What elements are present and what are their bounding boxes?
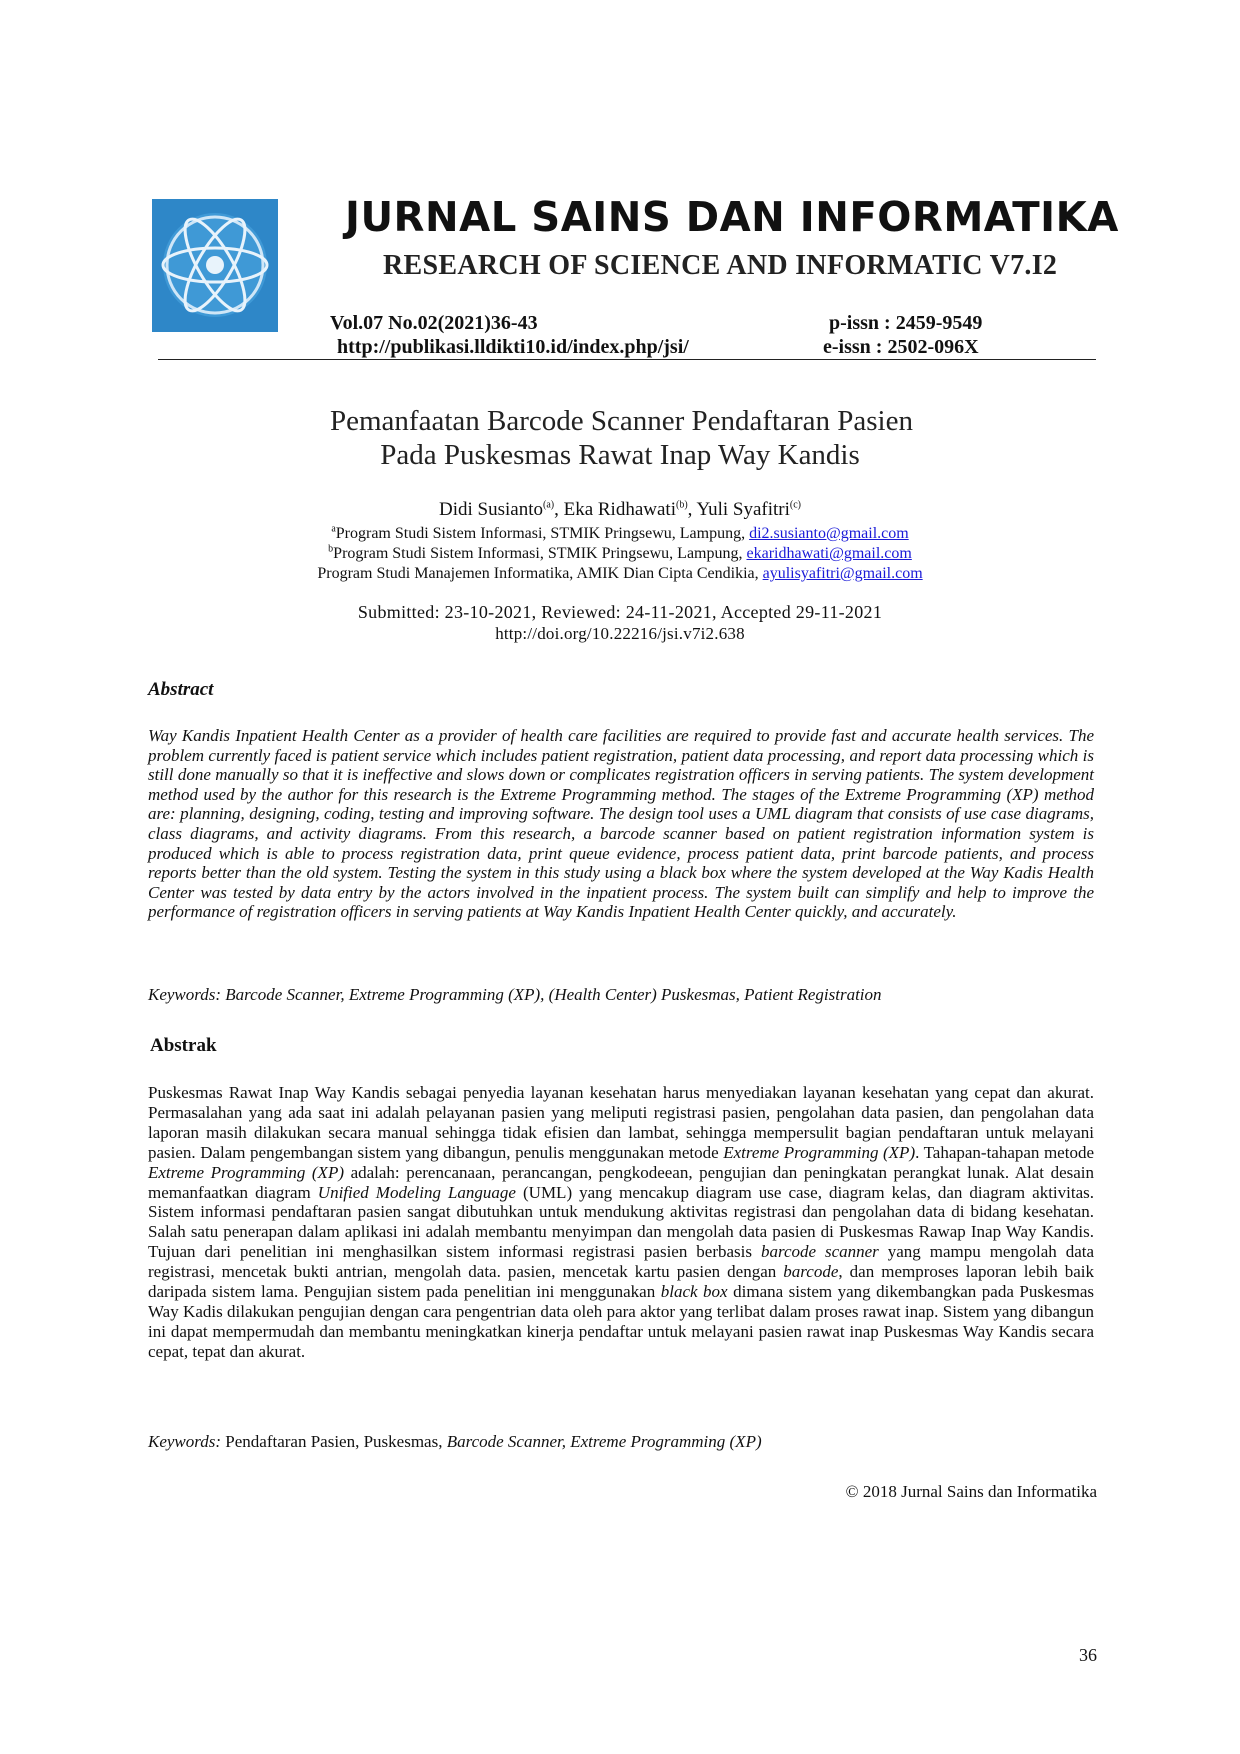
author-marker: (b) (675, 499, 688, 511)
email-link[interactable]: di2.susianto@gmail.com (749, 525, 909, 542)
keywords-indonesian (148, 1432, 762, 1452)
paper-title-line-1: Pemanfaatan Barcode Scanner Pendaftaran Pasien (330, 405, 913, 437)
atom-logo-icon (152, 199, 278, 332)
keywords-label: Keywords: (148, 1432, 222, 1451)
paper-title-line-2: Pada Puskesmas Rawat Inap Way Kandis (380, 439, 860, 471)
abstrak-emphasis: barcode (783, 1262, 839, 1282)
author-marker: (c) (789, 499, 801, 511)
affiliation (0, 565, 1240, 583)
abstrak-emphasis: black box (660, 1282, 728, 1302)
abstrak-text: dimana sistem yang dikembangkan pada Puskesmas Way Kadis dilakukan pengujian dengan cara pengentrian data oleh para aktor yang terlibat dalam proses rawat inap. Sistem yang dibangun ini dapat mempermudah dan membantu meningkatkan kinerja pendaftar untuk melayani pasien rawat inap Puskesmas Way Kandis secara cepat, tepat dan akurat. (148, 1282, 1094, 1361)
abstrak-emphasis: Extreme Programming (XP) (148, 1162, 344, 1182)
p-issn: p-issn : 2459-9549 (829, 312, 983, 334)
abstrak-emphasis: barcode scanner (760, 1242, 879, 1262)
journal-subtitle: RESEARCH OF SCIENCE AND INFORMATIC V7.I2 (383, 250, 1058, 281)
abstrak-heading: Abstrak (150, 1035, 217, 1056)
email-link[interactable]: ekaridhawati@gmail.com (746, 545, 912, 562)
affiliation-text: Program Studi Sistem Informasi, STMIK Pringsewu, Lampung, (333, 545, 747, 562)
keywords-english: Keywords: Barcode Scanner, Extreme Programming (XP), (Health Center) Puskesmas, Patient Registration (148, 985, 882, 1004)
author-name: , Yuli Syafitri (687, 499, 790, 520)
abstrak-text: , dan memproses laporan lebih baik daripada sistem lama. Pengujian sistem pada penelitian ini menggunakan (148, 1262, 1094, 1302)
abstrak-text: . Tahapan-tahapan metode (915, 1142, 1095, 1162)
journal-logo (152, 199, 278, 332)
keywords-text: Pendaftaran Pasien, Puskesmas, (221, 1432, 447, 1451)
volume-info: Vol.07 No.02(2021)36-43 (330, 312, 538, 334)
abstrak-emphasis: Unified Modeling Language (317, 1182, 516, 1202)
abstract-heading: Abstract (148, 679, 214, 700)
journal-title: JURNAL SAINS DAN INFORMATIKA (345, 193, 1119, 241)
keywords-emphasis: Barcode Scanner, Extreme Programming (XP) (446, 1432, 762, 1451)
abstrak-text: Puskesmas Rawat Inap Way Kandis sebagai penyedia layanan kesehatan harus menyediakan layanan kesehatan yang cepat dan akurat. Permasalahan yang ada saat ini adalah pelayanan pasien yang meliputi registrasi pasien, pengolahan data pasien, dan pengolahan data laporan masih dilakukan secara manual sehingga tidak efisien dan lambat, sehingga mempersulit bagian pendaftaran untuk melayani pasien. Dalam pengembangan sistem yang dibangun, penulis menggunakan metode (148, 1083, 1094, 1162)
abstrak-text: (UML) yang mencakup diagram use case, diagram kelas, dan diagram aktivitas. Sistem informasi pendaftaran pasien sangat dibutuhkan untuk mendukung aktivitas registrasi dan pengolahan data di bidang kesehatan. Salah satu penerapan dalam aplikasi ini adalah membantu menyimpan dan mengolah data pasien di Puskesmas Rawap Inap Way Kandis. Tujuan dari penelitian ini menghasilkan sistem informasi registrasi pasien berbasis (148, 1182, 1094, 1262)
affiliation-text: Program Studi Sistem Informasi, STMIK Pringsewu, Lampung, (335, 525, 750, 542)
e-issn: e-issn : 2502-096X (823, 336, 979, 358)
affiliation-marker: a (331, 523, 336, 535)
abstrak-body (148, 1083, 1094, 1362)
affiliation-marker: b (328, 543, 334, 555)
affiliation (0, 545, 1240, 563)
author-name: , Eka Ridhawati (554, 499, 676, 520)
email-link[interactable]: ayulisyafitri@gmail.com (762, 565, 923, 582)
author-marker: (a) (542, 499, 555, 511)
submission-dates: Submitted: 23-10-2021, Reviewed: 24-11-2021, Accepted 29-11-2021 (357, 602, 883, 622)
abstrak-text: yang mampu mengolah data registrasi, mencetak bukti antrian, mengolah data. pasien, mencetak kartu pasien dengan (148, 1242, 1095, 1282)
author-list (0, 499, 1240, 521)
page-number: 36 (1079, 1645, 1097, 1665)
affiliation (0, 525, 1240, 543)
copyright-notice: © 2018 Jurnal Sains dan Informatika (845, 1482, 1097, 1501)
journal-url[interactable]: http://publikasi.lldikti10.id/index.php/jsi/ (337, 336, 689, 358)
abstrak-emphasis: Extreme Programming (XP) (723, 1142, 916, 1162)
abstract-body: Way Kandis Inpatient Health Center as a provider of health care facilities are required to provide fast and accurate health services. The problem currently faced is patient service which includes patient registration, patient data processing, and report data processing which is still done manually so that it is ineffective and slows down or complicates registration officers in serving patients. The system development method used by the author for this research is the Extreme Programming method. The stages of the Extreme Programming (XP) method are: planning, designing, coding, testing and improving software. The design tool uses a UML diagram that consists of use case diagrams, class diagrams, and activity diagrams. From this research, a barcode scanner based on patient registration information system is produced which is able to process registration data, print queue evidence, process patient data, print barcode patients, and process reports better than the old system. Testing the system in this study using a black box where the system developed at the Way Kadis Health Center was tested by data entry by the actors involved in the inpatient process. The system built can simplify and help to improve the performance of registration officers in serving patients at Way Kandis Inpatient Health Center quickly, and accurately. (148, 726, 1094, 922)
header-divider (158, 359, 1096, 360)
affiliation-text: Program Studi Manajemen Informatika, AMIK Dian Cipta Cendikia, (317, 565, 763, 582)
doi-link[interactable]: http://doi.org/10.22216/jsi.v7i2.638 (495, 624, 745, 643)
author-name: Didi Susianto (439, 499, 543, 520)
abstrak-text: adalah: perencanaan, perancangan, pengkodeean, pengujian dan peningkatan perangkat lunak. Alat desain memanfaatkan diagram (148, 1162, 1095, 1202)
